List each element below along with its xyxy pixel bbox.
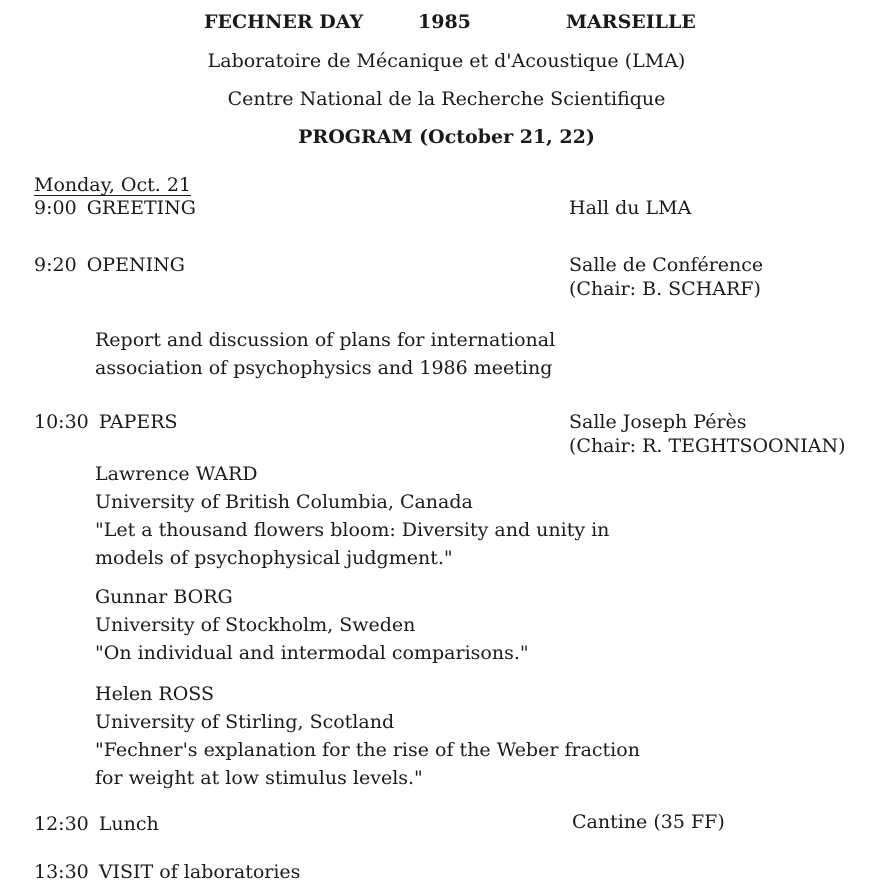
event-city: MARSEILLE <box>566 11 696 33</box>
papers-chair: (Chair: R. TEGHTSOONIAN) <box>569 435 846 457</box>
talk-title-line: models of psychophysical judgment." <box>95 547 453 569</box>
day-heading: Monday, Oct. 21 <box>34 174 192 196</box>
event-year: 1985 <box>418 11 471 33</box>
talk-entry <box>95 460 609 572</box>
greeting-row <box>34 194 196 222</box>
program-title: PROGRAM (October 21, 22) <box>298 126 595 148</box>
talk-speaker: Gunnar BORG <box>95 586 233 608</box>
talk-title-line: for weight at low stimulus levels." <box>95 767 423 789</box>
opening-description <box>95 326 555 382</box>
opening-description-line: Report and discussion of plans for international <box>95 329 556 351</box>
talk-entry <box>95 680 640 792</box>
opening-row <box>34 251 185 279</box>
talk-affiliation: University of British Columbia, Canada <box>95 491 473 513</box>
lunch-event: Lunch <box>98 813 159 835</box>
opening-event: OPENING <box>86 254 185 276</box>
lab-name: Laboratoire de Mécanique et d'Acoustique (LMA) <box>207 50 686 72</box>
visit-time: 13:30 <box>34 861 89 883</box>
visit-event: VISIT of laboratories <box>98 861 301 883</box>
lunch-row <box>34 810 159 838</box>
papers-location: Salle Joseph Pérès <box>569 411 747 433</box>
talk-speaker: Helen ROSS <box>95 683 214 705</box>
opening-chair: (Chair: B. SCHARF) <box>569 278 761 300</box>
lunch-location: Cantine (35 FF) <box>572 811 725 833</box>
talk-speaker: Lawrence WARD <box>95 463 258 485</box>
lunch-time: 12:30 <box>34 813 89 835</box>
talk-title-line: "On individual and intermodal comparisons." <box>95 642 529 664</box>
opening-time: 9:20 <box>34 254 77 276</box>
opening-location: Salle de Conférence <box>569 254 764 276</box>
talk-title-line: "Let a thousand flowers bloom: Diversity and unity in <box>95 519 610 541</box>
cnrs-name: Centre National de la Recherche Scientifique <box>227 88 666 110</box>
event-name: FECHNER DAY <box>204 11 364 33</box>
opening-description-line: association of psychophysics and 1986 meeting <box>95 357 553 379</box>
talk-title-line: "Fechner's explanation for the rise of the Weber fraction <box>95 739 640 761</box>
talk-entry <box>95 583 529 667</box>
greeting-location: Hall du LMA <box>569 197 692 219</box>
papers-event: PAPERS <box>98 411 178 433</box>
visit-row <box>34 858 300 886</box>
talk-affiliation: University of Stockholm, Sweden <box>95 614 416 636</box>
talk-affiliation: University of Stirling, Scotland <box>95 711 395 733</box>
greeting-event: GREETING <box>86 197 196 219</box>
greeting-time: 9:00 <box>34 197 77 219</box>
papers-time: 10:30 <box>34 411 89 433</box>
papers-row <box>34 408 178 436</box>
